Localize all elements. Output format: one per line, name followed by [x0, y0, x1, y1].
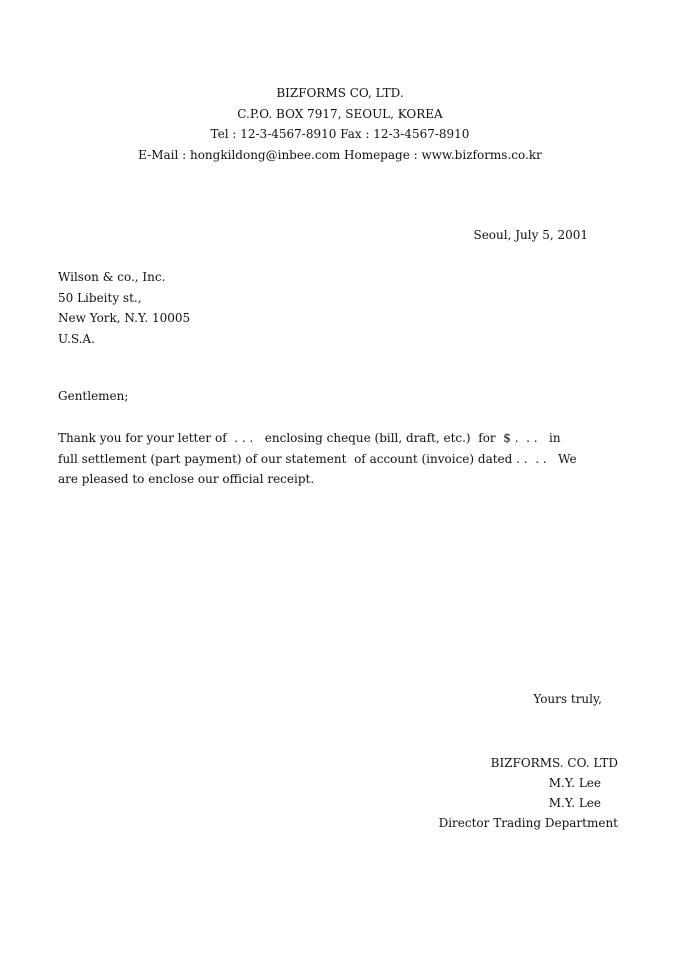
company-email-homepage: E-Mail : hongkildong@inbee.com Homepage : www.bizforms.co.kr	[138, 147, 542, 162]
letterhead	[0, 83, 680, 165]
salutation: Gentlemen;	[58, 389, 129, 403]
letter-body	[58, 428, 588, 490]
signature-name: M.Y. Lee	[548, 776, 601, 790]
company-phone-fax: Tel : 12-3-4567-8910 Fax : 12-3-4567-8910	[210, 127, 470, 141]
letter-date: Seoul, July 5, 2001	[473, 228, 588, 242]
body-line: are pleased to enclose our official receipt.	[58, 472, 315, 486]
recipient-address	[58, 267, 190, 349]
company-name: BIZFORMS CO, LTD.	[276, 86, 404, 100]
recipient-line: U.S.A.	[58, 331, 95, 346]
signature-company: BIZFORMS. CO. LTD	[490, 756, 618, 770]
company-address: C.P.O. BOX 7917, SEOUL, KOREA	[237, 106, 443, 121]
recipient-line: New York, N.Y. 10005	[58, 311, 191, 325]
recipient-line: Wilson & co., Inc.	[58, 270, 166, 284]
signature-title: Director Trading Department	[438, 816, 618, 830]
complimentary-close: Yours truly,	[533, 692, 602, 706]
recipient-line: 50 Libeity st.,	[58, 290, 142, 305]
signature-name: M.Y. Lee	[548, 796, 601, 810]
signature-block	[439, 753, 618, 833]
body-line: Thank you for your letter of . . . enclosing cheque (bill, draft, etc.) for $ . . . in	[58, 431, 561, 445]
body-line: full settlement (part payment) of our statement of account (invoice) dated . . . . We	[58, 451, 577, 466]
